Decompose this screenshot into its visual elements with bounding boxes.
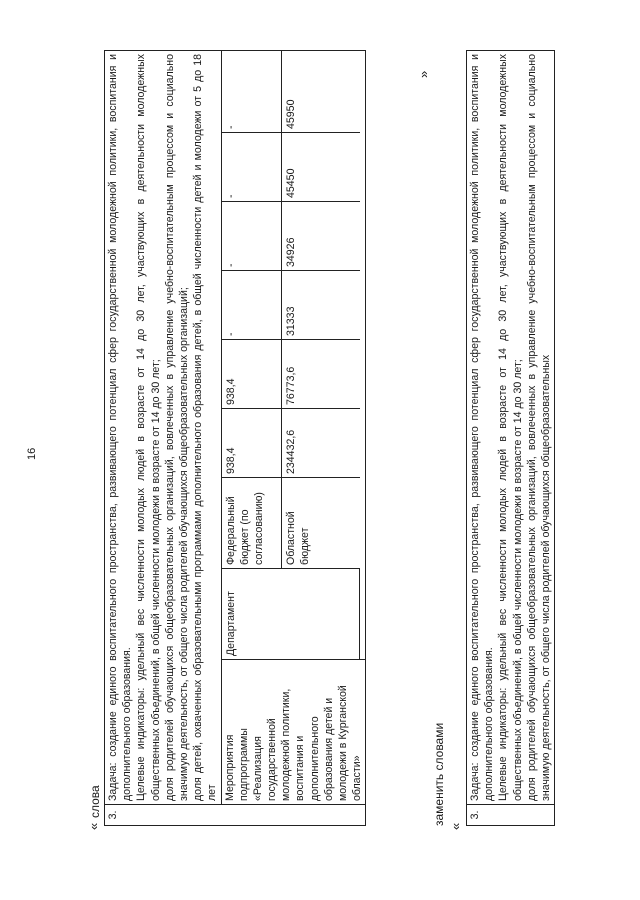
value-cell: - xyxy=(222,51,282,133)
page-number: 16 xyxy=(26,447,38,460)
task-line: Целевые индикаторы: удельный вес численности молодых людей в возрасте от 14 до 30 лет, участвующих в деятельности молодежных общественных объединений, в общей численности молодежи в возрасте от 14 до 30 лет; xyxy=(135,54,162,801)
value-cell: 938,4 xyxy=(222,340,282,409)
task-line: доля родителей обучающихся общеобразовательных организаций, вовлеченных в управление учебно-воспитательным процессом и социально значимую деятельность, от общего числа родителей обучающихся общеобразовательных xyxy=(525,54,552,801)
intro-word: слова xyxy=(88,785,102,818)
task-line: Задача: создание единого воспитательного пространства, развивающего потенциал сфер государственной молодежной политики, воспитания и дополнительного образования. xyxy=(469,54,496,801)
task-line: доля родителей обучающихся общеобразовательных организаций, вовлеченных в управление учебно-воспитательным процессом и социально значимую деятельность, от общего числа родителей обучающихся общеобразовательных организаций; xyxy=(163,54,190,801)
value-cell: 76773,6 xyxy=(282,340,360,409)
row-number: 3. xyxy=(105,805,366,826)
replace-words: заменить словами xyxy=(432,722,446,826)
funding-cell xyxy=(221,51,366,660)
closing-quote: » xyxy=(416,70,431,78)
task-line: Задача: создание единого воспитательного пространства, развивающего потенциал сфер государственной молодежной политики, воспитания и дополнительного образования. xyxy=(107,54,134,801)
value-cell: 34926 xyxy=(282,202,360,271)
task-line: Целевые индикаторы: удельный вес численности молодых людей в возрасте от 14 до 30 лет, участвующих в деятельности молодежных общественных объединений, в общей численности молодежи в возрасте от 14 до 30 лет; xyxy=(497,54,524,801)
measures-cell: Мероприятия подпрограммы «Реализация государственной молодежной политики, воспитания и дополнительного образования детей и молодежи в Курганской области» xyxy=(221,660,366,805)
opening-quote: « xyxy=(86,822,101,830)
value-cell: 234432,6 xyxy=(282,409,360,478)
task-text xyxy=(105,51,222,805)
source-cell: Федеральный бюджет (по согласованию) xyxy=(222,478,282,569)
value-cell: - xyxy=(222,202,282,271)
value-cell: 31333 xyxy=(282,271,360,340)
task-line: доля детей, охваченных образовательными программами дополнительного образования детей, в общей численности детей и молодежи от 5 до 18 лет xyxy=(192,54,219,801)
table-block-2 xyxy=(466,50,555,826)
value-cell: - xyxy=(222,133,282,202)
opening-quote: « xyxy=(448,822,463,830)
row-number: 3. xyxy=(467,805,555,826)
value-cell: 938,4 xyxy=(222,409,282,478)
table-block-1 xyxy=(104,50,366,826)
value-cell: 45450 xyxy=(282,133,360,202)
funding-table xyxy=(222,51,361,659)
value-cell: - xyxy=(222,271,282,340)
task-text xyxy=(467,51,555,805)
source-cell: Областной бюджет xyxy=(282,478,360,569)
department-cell: Департамент xyxy=(222,569,360,660)
value-cell: 45950 xyxy=(282,51,360,133)
